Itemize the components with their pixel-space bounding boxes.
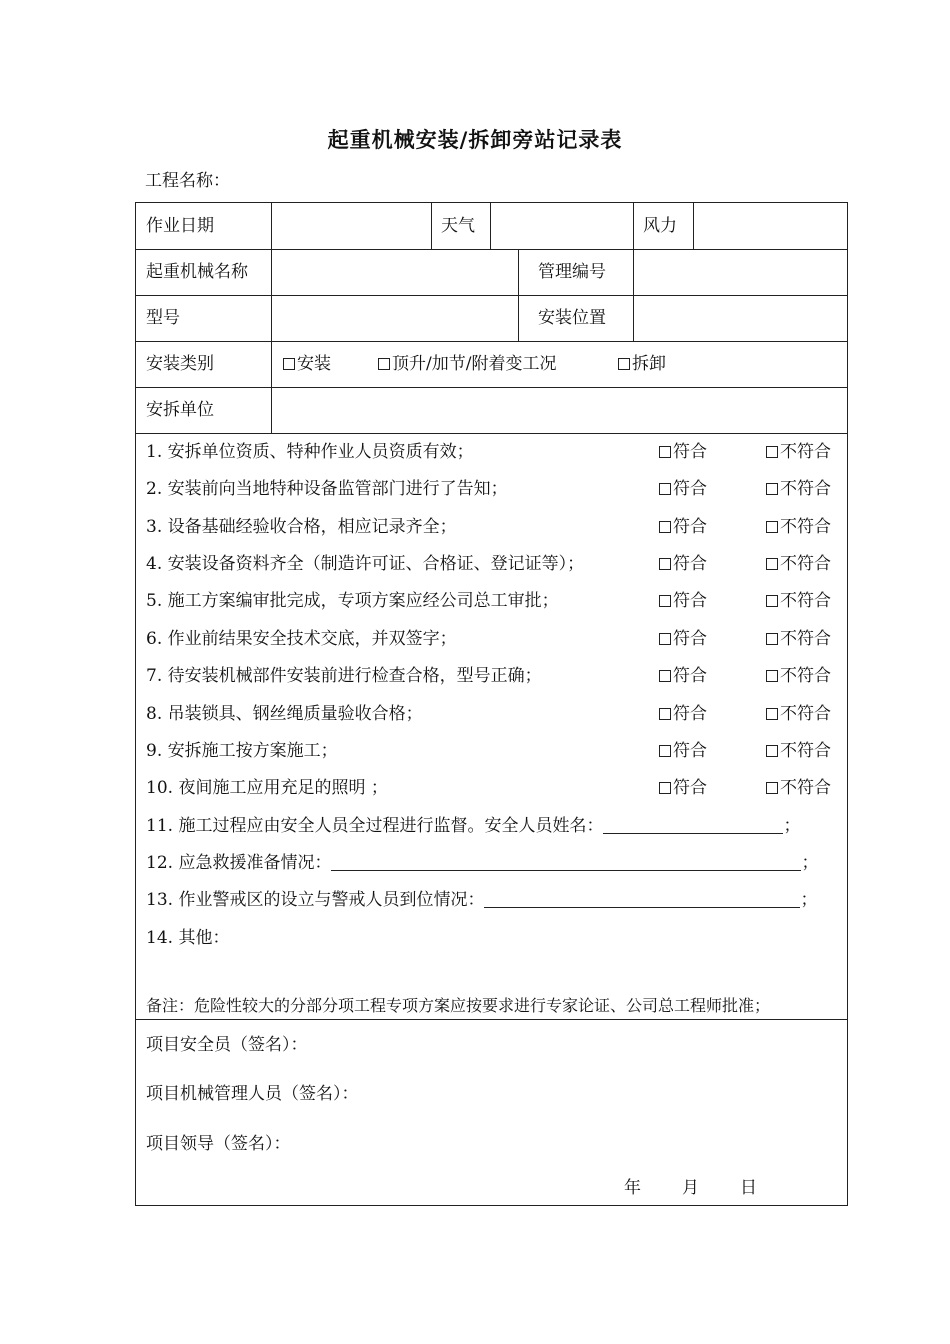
date-day: 日 xyxy=(740,1178,757,1198)
checkbox-icon xyxy=(659,782,671,794)
checkbox-icon xyxy=(659,521,671,533)
machinery-manager-signature: 项目机械管理人员（签名）： xyxy=(146,1084,359,1104)
col-divider xyxy=(693,203,694,249)
checkbox-icon xyxy=(766,670,778,682)
checkbox-icon xyxy=(766,483,778,495)
check-no[interactable]: 不符合 xyxy=(766,665,831,687)
check-yes[interactable]: 符合 xyxy=(659,553,707,575)
option-dismantle[interactable]: 拆卸 xyxy=(618,353,666,375)
row-divider xyxy=(136,341,847,342)
emergency-prep-blank[interactable] xyxy=(331,854,801,871)
option-jacking[interactable]: 顶升/加节/附着变工况 xyxy=(378,353,556,375)
checkbox-icon xyxy=(766,446,778,458)
date-year: 年 xyxy=(624,1178,641,1198)
checkbox-icon xyxy=(659,745,671,757)
item-14: 14. 其他： xyxy=(146,928,230,948)
col-divider xyxy=(518,249,519,341)
check-no[interactable]: 不符合 xyxy=(766,553,831,575)
checkbox-icon xyxy=(766,745,778,757)
check-no[interactable]: 不符合 xyxy=(766,516,831,538)
document-title: 起重机械安装/拆卸旁站记录表 xyxy=(327,128,623,152)
check-yes[interactable]: 符合 xyxy=(659,665,707,687)
machine-name-label: 起重机械名称 xyxy=(146,262,248,282)
check-no[interactable]: 不符合 xyxy=(766,590,831,612)
wind-label: 风力 xyxy=(643,216,677,236)
checkbox-icon xyxy=(659,446,671,458)
checkbox-icon xyxy=(618,358,630,370)
unit-label: 安拆单位 xyxy=(146,400,214,420)
checkbox-icon xyxy=(659,708,671,720)
check-no[interactable]: 不符合 xyxy=(766,703,831,725)
remark-note: 备注：危险性较大的分部分项工程专项方案应按要求进行专家论证、公司总工程师批准； xyxy=(146,996,771,1015)
check-no[interactable]: 不符合 xyxy=(766,478,831,500)
row-divider xyxy=(136,295,847,296)
row-divider xyxy=(136,249,847,250)
check-yes[interactable]: 符合 xyxy=(659,628,707,650)
mgmt-no-label: 管理编号 xyxy=(538,262,606,282)
col-divider xyxy=(431,203,432,249)
check-yes[interactable]: 符合 xyxy=(659,441,707,463)
checkbox-icon xyxy=(659,595,671,607)
checkbox-icon xyxy=(659,483,671,495)
row-divider xyxy=(136,1019,847,1020)
col-divider xyxy=(633,249,634,341)
row-divider xyxy=(136,387,847,388)
project-leader-signature: 项目领导（签名）： xyxy=(146,1134,291,1154)
record-form: 作业日期 天气 风力 起重机械名称 管理编号 型号 安装位置 安装类别 安装 顶升/加节/附着变工况 拆卸 安拆单位 1. 安拆单位资质、特种作业人员资质有效； 符合 不符合 2. 安装前向当地特种设备监管部门进行了告知； 符合 不符合 3. 设备基础经验收合格，相应记录齐全； 符合 不符合 4. 安装设备资料齐全（制造许可证、合格证、登记证等）； 符合 不符合 5. 施工方案编审批完成，专项方案应经公司总工审批； 符合 不符合 6. 作业前结果安全技术交底，并双签字； 符合 不符合 7. 待安装机械部件安装前进行检查合格，型号正确； 符合 不符合 8. 吊装锁具、钢丝绳质量验收合格； 符合 不符合 9. 安拆施工按方案施工； 符合 不符合 10. 夜间施工应用充足的照明 ； 符合 不符合 11. 施工过程应由安全人员全过程进行监督。安全人员姓名： ； 12. 应急救援准备情况： ； 13. 作业警戒区的设立与警戒人员到位情况： ； 14. 其他： 备注：危险性较大的分部分项工程专项方案应按要求进行专家论证、公司总工程师批准； 项目安全员（签名）： 项目机械管理人员（签名）： 项目领导（签名）： 年 月 日 xyxy=(135,202,848,1206)
install-type-label: 安装类别 xyxy=(146,354,214,374)
weather-label: 天气 xyxy=(441,216,475,236)
checkbox-icon xyxy=(766,595,778,607)
checkbox-icon xyxy=(766,782,778,794)
check-yes[interactable]: 符合 xyxy=(659,590,707,612)
check-yes[interactable]: 符合 xyxy=(659,703,707,725)
checkbox-icon xyxy=(378,358,390,370)
checkbox-icon xyxy=(766,633,778,645)
warning-zone-blank[interactable] xyxy=(484,891,800,908)
checkbox-icon xyxy=(766,521,778,533)
option-install[interactable]: 安装 xyxy=(283,353,331,375)
check-no[interactable]: 不符合 xyxy=(766,740,831,762)
date-month: 月 xyxy=(682,1178,699,1198)
checkbox-icon xyxy=(766,708,778,720)
model-label: 型号 xyxy=(146,308,180,328)
checkbox-icon xyxy=(659,670,671,682)
col-divider xyxy=(633,203,634,249)
check-yes[interactable]: 符合 xyxy=(659,516,707,538)
item-13: 13. 作业警戒区的设立与警戒人员到位情况： ； xyxy=(146,890,818,910)
safety-person-name-blank[interactable] xyxy=(603,817,783,834)
install-location-label: 安装位置 xyxy=(538,308,606,328)
check-no[interactable]: 不符合 xyxy=(766,777,831,799)
item-11: 11. 施工过程应由安全人员全过程进行监督。安全人员姓名： ； xyxy=(146,816,801,836)
safety-officer-signature: 项目安全员（签名）： xyxy=(146,1035,308,1055)
date-label: 作业日期 xyxy=(146,216,214,236)
checkbox-icon xyxy=(766,558,778,570)
check-yes[interactable]: 符合 xyxy=(659,777,707,799)
project-name-label: 工程名称： xyxy=(145,171,230,191)
col-divider xyxy=(490,203,491,249)
checkbox-icon xyxy=(659,558,671,570)
checkbox-icon xyxy=(659,633,671,645)
check-no[interactable]: 不符合 xyxy=(766,628,831,650)
col-divider xyxy=(271,203,272,433)
row-divider xyxy=(136,433,847,434)
item-12: 12. 应急救援准备情况： ； xyxy=(146,853,819,873)
checkbox-icon xyxy=(283,358,295,370)
check-yes[interactable]: 符合 xyxy=(659,478,707,500)
check-no[interactable]: 不符合 xyxy=(766,441,831,463)
check-yes[interactable]: 符合 xyxy=(659,740,707,762)
